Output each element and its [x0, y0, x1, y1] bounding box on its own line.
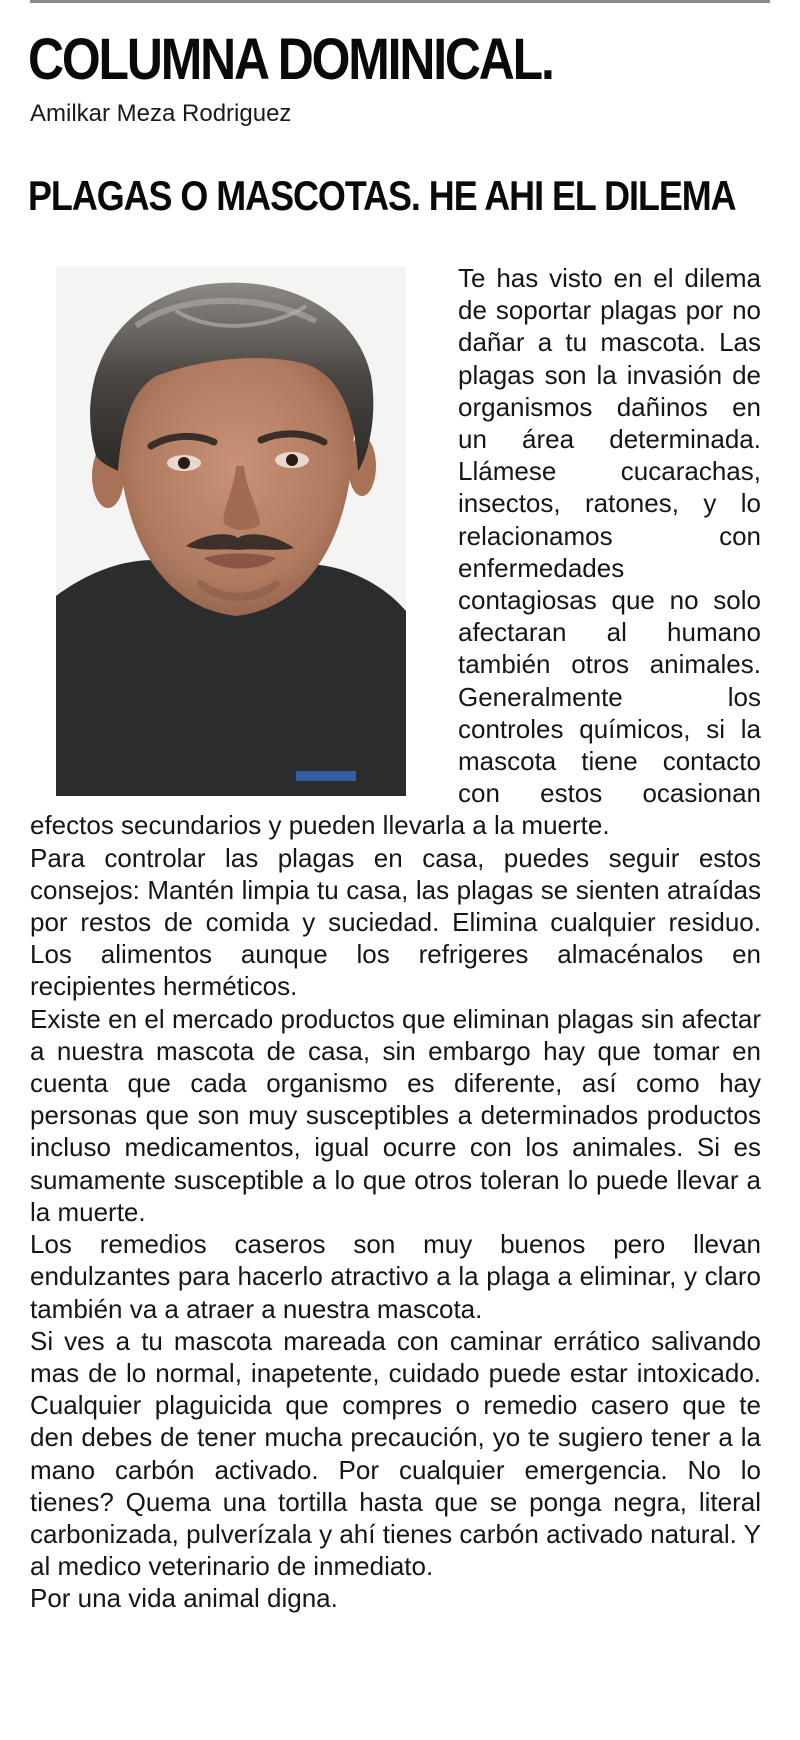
article-paragraph: Te has visto en el dilema de soportar plagas por no dañar a tu mascota. Las plagas son la invasión de organismos dañinos en un área determinada. Llámese cucarachas, insectos, ratones, y lo relacionamos con enfermedades contagiosas que no solo afectaran al humano también otros animales. Generalmente los controles químicos, si la mascota tiene contacto con estos ocasionan efectos secundarios y pueden llevarla a la muerte. [30, 263, 761, 841]
article-body [30, 262, 761, 1615]
article-paragraph: Existe en el mercado productos que eliminan plagas sin afectar a nuestra mascota de casa, sin embargo hay que tomar en cuenta que cada organismo es diferente, así como hay personas que son muy susceptibles a determinados productos incluso medicamentos, igual ocurre con los animales. Si es sumamente susceptible a lo que otros toleran lo puede llevar a la muerte. [30, 1003, 761, 1227]
top-rule [30, 0, 770, 3]
article-paragraph: Los remedios caseros son muy buenos pero llevan endulzantes para hacerlo atractivo a la plaga a eliminar, y claro también va a atraer a nuestra mascota. [30, 1229, 761, 1324]
article-headline: PLAGAS O MASCOTAS. HE AHI EL DILEMA [28, 172, 736, 219]
article-paragraph: Si ves a tu mascota mareada con caminar errático salivando mas de lo normal, inapetente, cuidado puede estar intoxicado. Cualquier plaguicida que compres o remedio casero que te den debes de tener mucha precaución, yo te sugiero tener a la mano carbón activado. Por cualquier emergencia. No lo tienes? Quema una tortilla hasta que se ponga negra, literal carbonizada, pulverízala y ahí tienes carbón activado natural. Y al medico veterinario de inmediato. [30, 1325, 761, 1582]
author-portrait-illustration [56, 266, 406, 796]
article-closing-line: Por una vida animal digna. [30, 1583, 338, 1614]
author-photo [56, 266, 406, 796]
author-byline: Amilkar Meza Rodriguez [30, 100, 292, 127]
column-title: COLUMNA DOMINICAL. [28, 27, 553, 92]
article-paragraph: Para controlar las plagas en casa, puedes seguir estos consejos: Mantén limpia tu casa, las plagas se sienten atraídas por restos de comida y suciedad. Elimina cualquier residuo. Los alimentos aunque los refrigeres almacénalos en recipientes herméticos. [30, 842, 761, 1002]
